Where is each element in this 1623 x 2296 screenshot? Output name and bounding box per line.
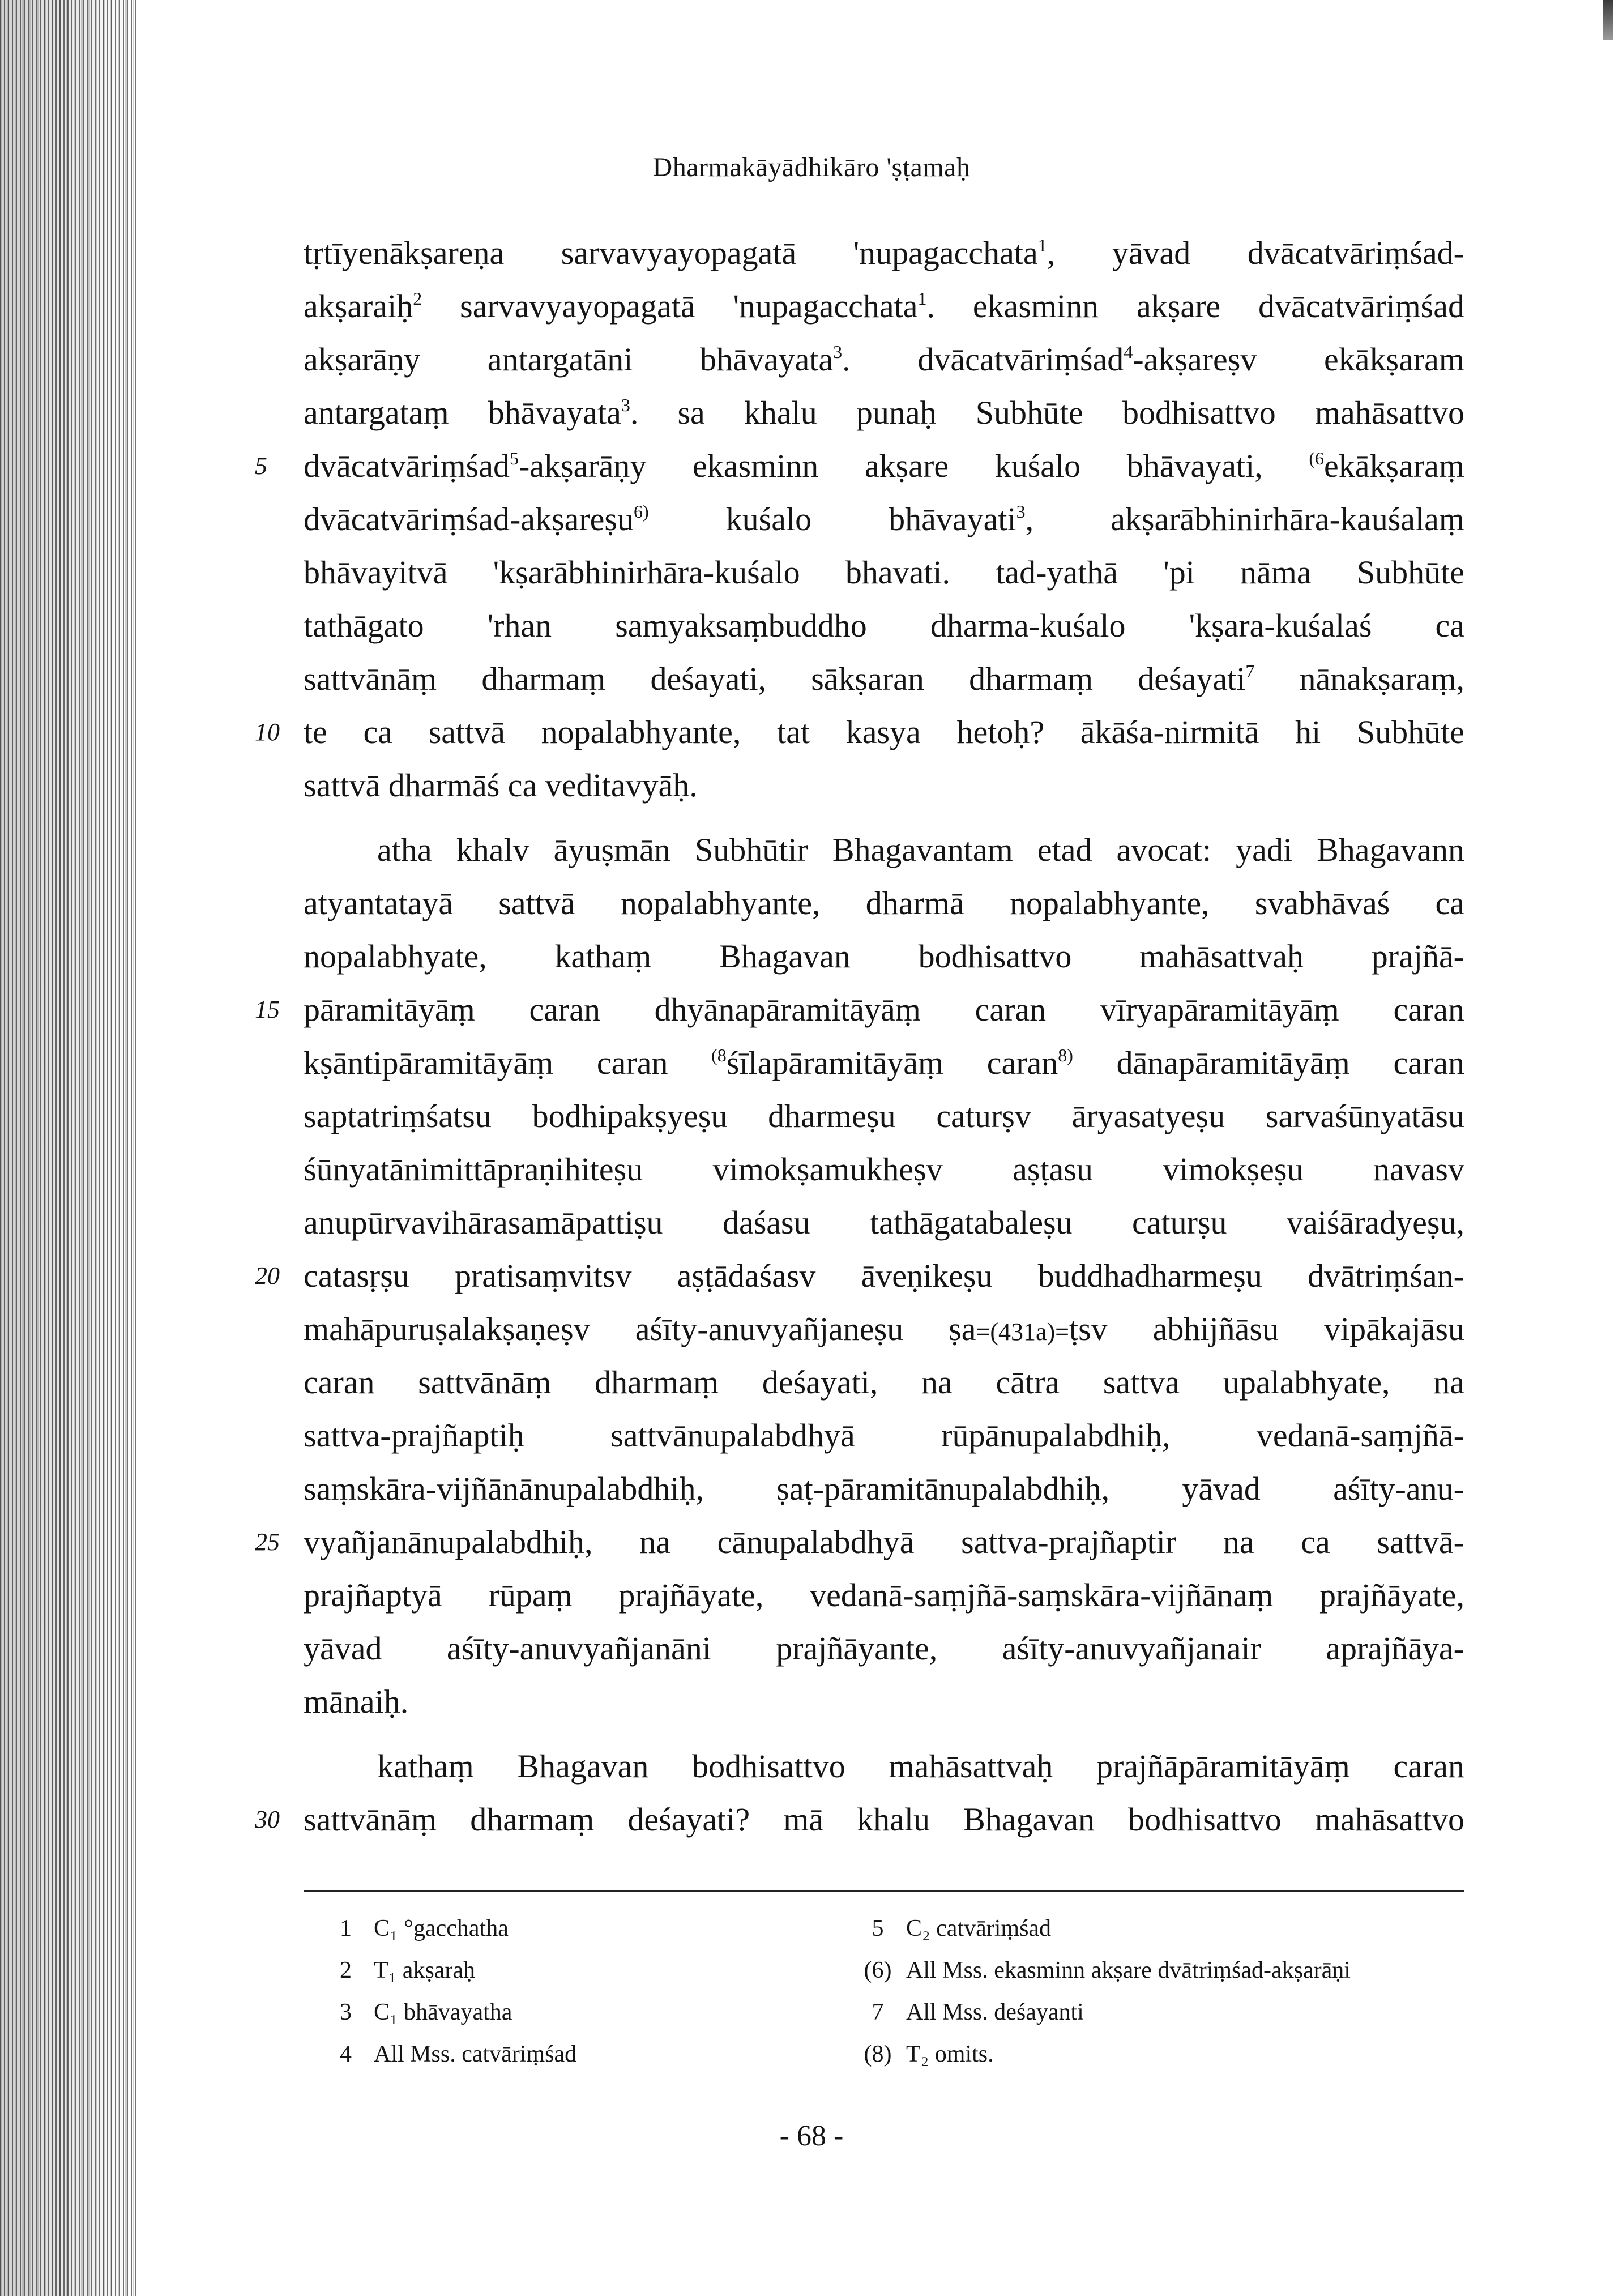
line-number: 5 xyxy=(255,452,267,480)
footnote-ref: 2 xyxy=(413,288,422,309)
line-number: 20 xyxy=(255,1262,280,1290)
footnote-ref: 1 xyxy=(1037,235,1047,255)
footnote-ref: (8 xyxy=(711,1045,727,1065)
text-line-17: saptatriṃśatsu bodhipakṣyeṣu dharmeṣu caturṣv āryasatyeṣu sarvaśūnyatāsu xyxy=(304,1098,1464,1134)
text-line-19: anupūrvavihārasamāpattiṣu daśasu tathāgatabaleṣu caturṣu vaiśāradyeṣu, xyxy=(304,1204,1464,1241)
footnote-ref: 6) xyxy=(633,501,649,522)
footnotes-right xyxy=(849,1907,1351,2075)
text-line-18: śūnyatānimittāpraṇihiteṣu vimokṣamukheṣv aṣṭasu vimokṣeṣu navasv xyxy=(304,1151,1464,1188)
footnote-rule xyxy=(304,1890,1464,1892)
main-text xyxy=(255,227,1464,1846)
footnote: 7 All Mss. deśayanti xyxy=(872,1999,1084,2025)
text-line-1: tṛtīyenākṣareṇa sarvavyayopagatā 'nupagacchata$^1$, yāvad dvācatvāriṃśad- xyxy=(304,234,1464,271)
footnote-ref: 1 xyxy=(917,288,927,309)
footnote: 5 C₂ catvāriṃśad xyxy=(872,1915,1052,1941)
folio-marker: =(431a)= xyxy=(976,1318,1069,1346)
text-line-25: 25 vyañjanānupalabdhiḥ, na cānupalabdhyā sattva-prajñaptir na ca sattvā- xyxy=(304,1516,1464,1569)
text-line-16: kṣāntipāramitāyāṃ caran $^{(8}$śīlapāramitāyāṃ caran$^{8)}$ dānapāramitāyāṃ caran xyxy=(304,1044,1464,1081)
line-number: 15 xyxy=(255,996,280,1023)
text-line-23: sattva-prajñaptiḥ sattvānupalabdhyā rūpānupalabdhiḥ, vedanā-saṃjñā- xyxy=(304,1417,1464,1454)
page-number: - 68 - xyxy=(779,2120,844,2152)
footnote-ref: 3 xyxy=(621,395,630,415)
text-line-14: nopalabhyate, kathaṃ Bhagavan bodhisattvo mahāsattvaḥ prajñā- xyxy=(304,938,1464,975)
text-line-27: yāvad aśīty-anuvyañjanāni prajñāyante, aśīty-anuvyañjanair aprajñāya- xyxy=(304,1630,1464,1667)
footnote: 4 All Mss. catvāriṃśad xyxy=(340,2041,577,2067)
text-line-21: mahāpuruṣalakṣaṇeṣv aśīty-anuvyañjaneṣu ṣa=(431a)=ṭsv abhijñāsu vipākajāsu xyxy=(304,1311,1464,1347)
text-line-26: prajñaptyā rūpaṃ prajñāyate, vedanā-saṃjñā-saṃskāra-vijñānaṃ prajñāyate, xyxy=(304,1577,1464,1614)
text-line-30: 30 sattvānāṃ dharmaṃ deśayati? mā khalu Bhagavan bodhisattvo mahāsattvo xyxy=(304,1793,1464,1846)
text-line-10: 10 te ca sattvā nopalabhyante, tat kasya hetoḥ? ākāśa-nirmitā hi Subhūte xyxy=(304,706,1464,759)
text-line-3: akṣarāṇy antargatāni bhāvayata$^3$. dvācatvāriṃśad$^4$-akṣareṣv ekākṣaram xyxy=(304,341,1464,378)
running-head: Dharmakāyādhikāro 'ṣṭamaḥ xyxy=(652,152,971,182)
text-line-7: bhāvayitvā 'kṣarābhinirhāra-kuśalo bhavati. tad-yathā 'pi nāma Subhūte xyxy=(304,554,1464,591)
text-line-20: 20 catasṛṣu pratisaṃvitsv aṣṭādaśasv āveṇikeṣu buddhadharmeṣu dvātriṃśan- xyxy=(304,1249,1464,1303)
line-number: 30 xyxy=(255,1806,280,1833)
text-line-24: saṃskāra-vijñānānupalabdhiḥ, ṣaṭ-pāramitānupalabdhiḥ, yāvad aśīty-anu- xyxy=(304,1470,1464,1507)
line-number: 25 xyxy=(255,1528,280,1556)
footnote-ref: 3 xyxy=(833,342,843,362)
text-line-28: mānaiḥ. xyxy=(304,1683,409,1720)
text-line-12: atha khalv āyuṣmān Subhūtir Bhagavantam etad avocat: yadi Bhagavann xyxy=(377,831,1464,868)
scan-corner-mark xyxy=(1603,0,1613,40)
footnote: (8) T₂ omits. xyxy=(864,2041,994,2067)
footnotes-left xyxy=(340,1907,576,2075)
text-line-5: 5 dvācatvāriṃśad$^5$-akṣarāṇy ekasminn akṣare kuśalo bhāvayati, $^{(6}$ekākṣaraṃ xyxy=(304,439,1464,493)
text-line-8: tathāgato 'rhan samyaksaṃbuddho dharma-kuśalo 'kṣara-kuśalaś ca xyxy=(304,607,1464,644)
text-line-22: caran sattvānāṃ dharmaṃ deśayati, na cātra sattva upalabhyate, na xyxy=(304,1364,1464,1401)
footnote-ref: 3 xyxy=(1016,501,1026,522)
text-line-9: sattvānāṃ dharmaṃ deśayati, sākṣaran dharmaṃ deśayati$^7$ nānakṣaraṃ, xyxy=(304,660,1464,697)
text-line-29: kathaṃ Bhagavan bodhisattvo mahāsattvaḥ prajñāpāramitāyāṃ caran xyxy=(377,1748,1464,1785)
text-line-15: 15 pāramitāyāṃ caran dhyānapāramitāyāṃ caran vīryapāramitāyāṃ caran xyxy=(304,983,1464,1036)
footnote: 1 C₁ °gacchatha xyxy=(340,1915,509,1941)
footnote-ref: 4 xyxy=(1124,342,1133,362)
footnote-ref: 7 xyxy=(1245,661,1255,681)
scan-binding-edge xyxy=(0,0,136,2296)
text-line-13: atyantatayā sattvā nopalabhyante, dharmā nopalabhyante, svabhāvaś ca xyxy=(304,885,1464,921)
footnote: 2 T₁ akṣaraḥ xyxy=(340,1957,476,1983)
text-line-11: sattvā dharmāś ca veditavyāḥ. xyxy=(304,767,698,804)
footnote-ref: (6 xyxy=(1309,448,1325,468)
text-line-4: antargataṃ bhāvayata$^3$. sa khalu punaḥ Subhūte bodhisattvo mahāsattvo xyxy=(304,394,1464,431)
text-line-2: akṣaraiḥ$^2$ sarvavyayopagatā 'nupagacchata$^1$. ekasminn akṣare dvācatvāriṃśad xyxy=(304,288,1464,325)
footnote: 3 C₁ bhāvayatha xyxy=(340,1999,512,2025)
footnote-ref: 5 xyxy=(509,448,519,468)
footnote-ref: 8) xyxy=(1058,1045,1073,1065)
text-line-6: dvācatvāriṃśad-akṣareṣu$^{6)}$ kuśalo bhāvayati$^3$, akṣarābhinirhāra-kauśalaṃ xyxy=(304,501,1464,537)
footnote: (6) All Mss. ekasminn akṣare dvātriṃśad-akṣarāṇi xyxy=(864,1957,1351,1983)
line-number: 10 xyxy=(255,718,280,746)
